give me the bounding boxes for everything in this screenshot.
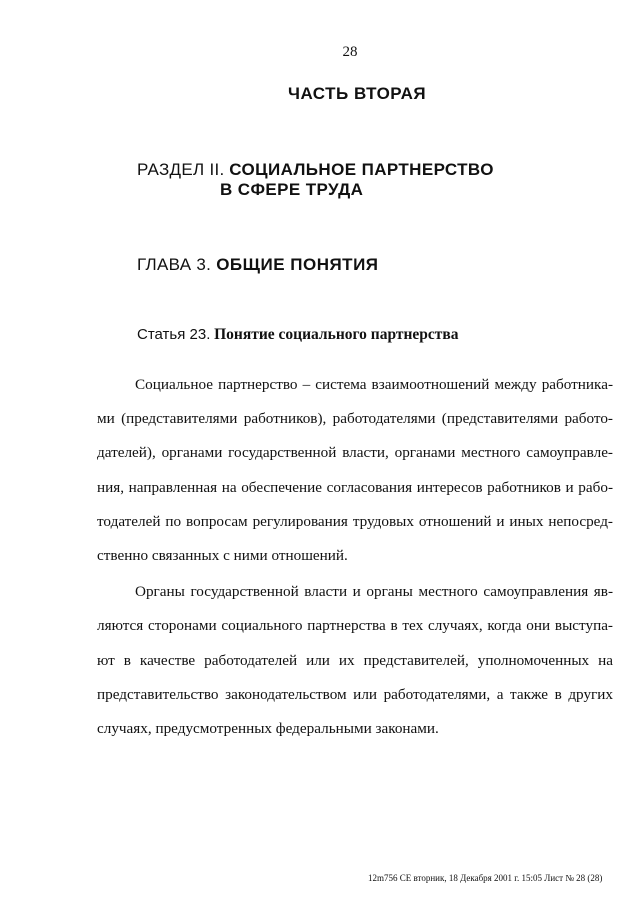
paragraph-line: дателей), органами государственной власти, органами местного самоуправле- <box>97 444 613 462</box>
paragraph-line: ния, направленная на обеспечение согласования интересов работников и рабо- <box>97 478 613 496</box>
paragraph-line: ми (представителями работников), работодателями (представителями работо- <box>97 410 613 428</box>
paragraph-line: случаях, предусмотренных федеральными законами. <box>97 719 439 737</box>
paragraph-line: ственно связанных с ними отношений. <box>97 546 348 564</box>
paragraph-line: Социальное партнерство – система взаимоотношений между работника- <box>135 376 613 393</box>
part-title: ЧАСТЬ ВТОРАЯ <box>288 84 427 103</box>
print-footer: 12m756 CE вторник, 18 Декабря 2001 г. 15:05 Лист № 28 (28) <box>368 873 603 883</box>
section-title <box>137 160 494 200</box>
article-prefix: Статья 23. <box>137 326 211 343</box>
section-prefix: РАЗДЕЛ II. <box>137 160 225 179</box>
section-name-line2: В СФЕРЕ ТРУДА <box>220 180 364 199</box>
chapter-title <box>137 255 379 275</box>
paragraph-2 <box>97 575 613 746</box>
paragraph-line: ляются сторонами социального партнерства в тех случаях, когда они выступа- <box>97 617 613 635</box>
article-body <box>97 368 613 746</box>
paragraph-line: тодателей по вопросам регулирования трудовых отношений и иных непосред- <box>97 512 613 530</box>
paragraph-line: ют в качестве работодателей или их представителей, уполномоченных на <box>97 651 613 669</box>
article-title <box>137 326 459 344</box>
article-name: Понятие социального партнерства <box>214 326 459 343</box>
paragraph-1 <box>97 368 613 573</box>
paragraph-line: Органы государственной власти и органы местного самоуправления яв- <box>135 583 613 601</box>
page-number: 28 <box>342 44 358 60</box>
chapter-prefix: ГЛАВА 3. <box>137 255 212 274</box>
paragraph-line: представительство законодательством или работодателями, а также в других <box>97 685 613 703</box>
section-name-line1: СОЦИАЛЬНОЕ ПАРТНЕРСТВО <box>229 160 494 179</box>
chapter-name: ОБЩИЕ ПОНЯТИЯ <box>216 255 379 274</box>
